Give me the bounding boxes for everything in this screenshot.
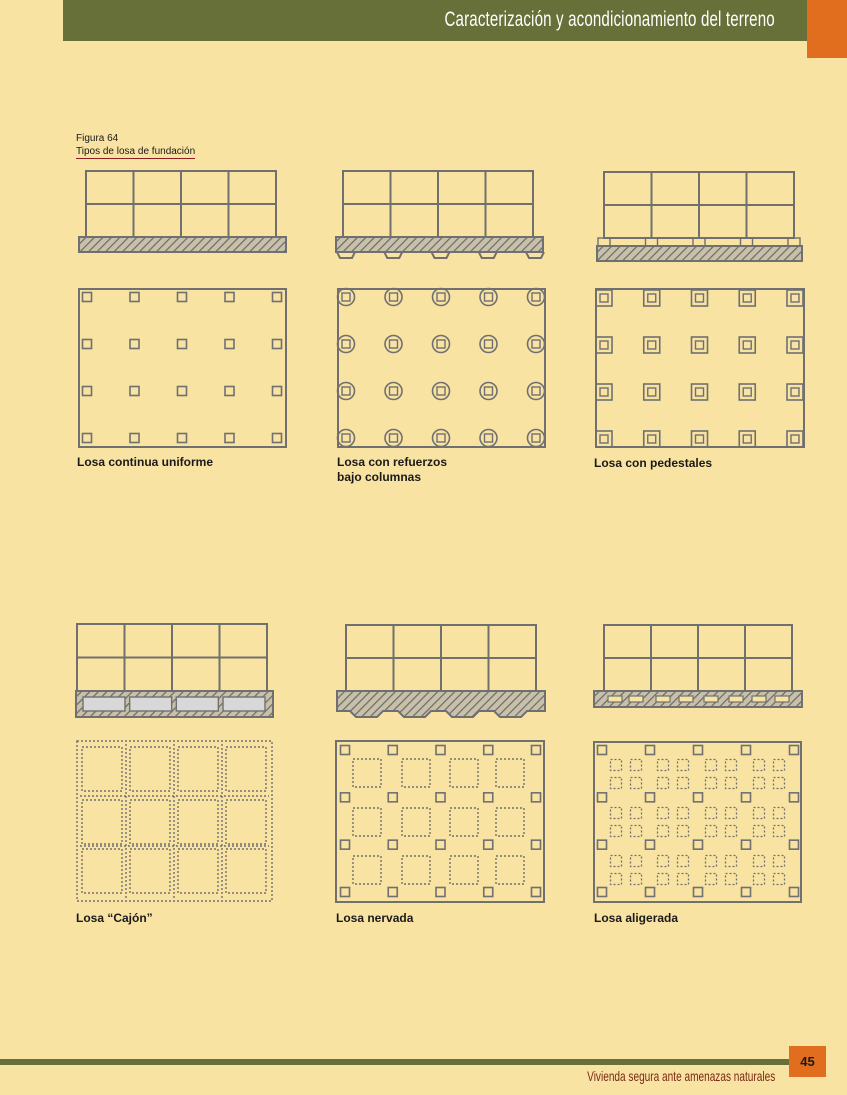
diagram-losa-nervada-elevation: [337, 625, 545, 717]
caption-losa-aligerada: Losa aligerada: [594, 911, 679, 925]
diagram-losa-aligerada-plan: [594, 742, 801, 902]
page-number-box: [789, 1046, 826, 1077]
page-number: 45: [800, 1054, 815, 1069]
footer-rule: [0, 1059, 790, 1065]
diagram-losa-continua-plan: [79, 289, 286, 447]
diagram-losa-cajon-plan: [77, 741, 272, 901]
caption-losa-nervada: Losa nervada: [336, 911, 414, 925]
diagram-losa-nervada-plan: [336, 741, 544, 902]
caption-losa-refuerzos: Losa con refuerzos bajo columnas: [337, 455, 448, 484]
diagram-losa-continua-elevation: [79, 171, 286, 252]
diagram-losa-pedestales-elevation: [597, 172, 802, 261]
figure-number: Figura 64: [76, 133, 119, 144]
caption-losa-cajon: Losa “Cajón”: [76, 911, 153, 925]
diagram-losa-aligerada-elevation: [594, 625, 802, 707]
figure-title: Tipos de losa de fundación: [76, 146, 196, 157]
diagram-losa-refuerzos-plan: [338, 289, 546, 448]
diagram-losa-refuerzos-elevation: [336, 171, 544, 258]
page-header-title: Caracterización y acondicionamiento del terreno: [444, 8, 775, 31]
diagram-losa-cajon-elevation: [76, 624, 273, 717]
caption-losa-continua: Losa continua uniforme: [77, 455, 214, 469]
diagram-losa-pedestales-plan: [596, 289, 804, 447]
caption-losa-pedestales: Losa con pedestales: [594, 456, 713, 470]
footer-publication-title: Vivienda segura ante amenazas naturales: [586, 1068, 775, 1084]
